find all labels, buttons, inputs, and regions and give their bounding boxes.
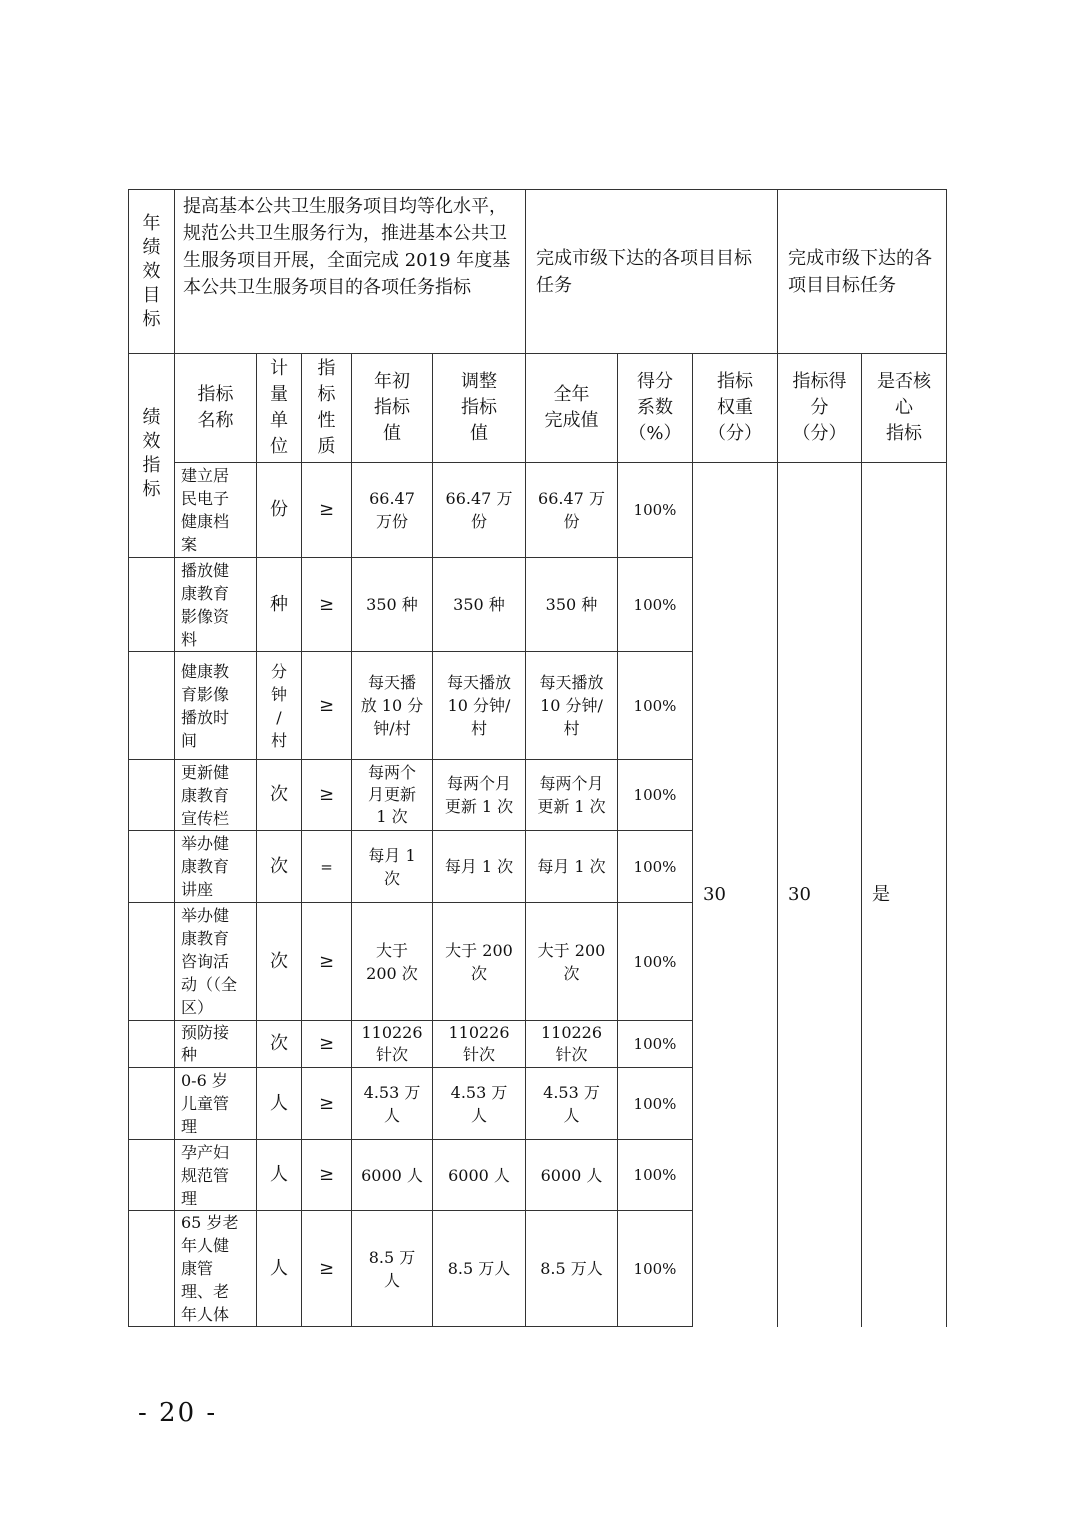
indicator-nature: ≥: [302, 558, 352, 652]
indicator-adjusted: 每两个月 更新 1 次: [433, 760, 526, 831]
indicator-initial: 8.5 万 人: [352, 1211, 433, 1327]
indicator-nature: ≥: [302, 760, 352, 831]
table-row: [129, 463, 947, 558]
indicator-completed: 每月 1 次: [526, 831, 618, 903]
header-initial: 年初 指标 值: [352, 354, 433, 463]
indicators-label-cont: [129, 652, 175, 760]
indicator-coef: 100%: [618, 1068, 693, 1140]
indicator-nature: ≥: [302, 463, 352, 558]
indicator-unit: 次: [257, 903, 302, 1021]
indicators-label-cont: [129, 760, 175, 831]
indicator-adjusted: 4.53 万 人: [433, 1068, 526, 1140]
indicator-coef: 100%: [618, 1021, 693, 1068]
indicator-adjusted: 8.5 万人: [433, 1211, 526, 1327]
indicator-name: 健康教 育影像 播放时 间: [175, 652, 257, 760]
indicator-initial: 6000 人: [352, 1140, 433, 1211]
annual-goal-text: 提高基本公共卫生服务项目均等化水平，规范公共卫生服务行为，推进基本公共卫生服务项目开展，全面完成 2019 年度基本公共卫生服务项目的各项任务指标: [175, 190, 526, 354]
annual-goal-city-target-2: 完成市级下达的各项目目标任务: [778, 190, 947, 354]
indicator-name: 65 岁老 年人健 康管 理、老 年人体: [175, 1211, 257, 1327]
header-weight: 指标 权重 （分）: [693, 354, 778, 463]
indicator-name: 预防接 种: [175, 1021, 257, 1068]
annual-goal-row: [129, 190, 947, 354]
indicator-initial: 每月 1 次: [352, 831, 433, 903]
indicator-unit: 份: [257, 463, 302, 558]
indicator-completed: 350 种: [526, 558, 618, 652]
header-row: [129, 354, 947, 463]
indicator-adjusted: 6000 人: [433, 1140, 526, 1211]
indicator-completed: 110226 针次: [526, 1021, 618, 1068]
indicators-label-cont: [129, 903, 175, 1021]
indicator-nature: ≥: [302, 1068, 352, 1140]
merged-weight: 30: [693, 463, 778, 1327]
indicators-label-cont: [129, 1140, 175, 1211]
indicator-initial: 4.53 万 人: [352, 1068, 433, 1140]
indicator-completed: 66.47 万 份: [526, 463, 618, 558]
indicator-adjusted: 66.47 万 份: [433, 463, 526, 558]
indicator-unit: 次: [257, 760, 302, 831]
indicator-name: 0-6 岁 儿童管 理: [175, 1068, 257, 1140]
indicators-label-cont: [129, 558, 175, 652]
indicator-completed: 大于 200 次: [526, 903, 618, 1021]
indicators-label-cont: [129, 1021, 175, 1068]
indicator-unit: 种: [257, 558, 302, 652]
indicator-initial: 110226 针次: [352, 1021, 433, 1068]
indicator-nature: ≥: [302, 652, 352, 760]
indicator-name: 更新健 康教育 宣传栏: [175, 760, 257, 831]
indicator-initial: 350 种: [352, 558, 433, 652]
indicator-adjusted: 每月 1 次: [433, 831, 526, 903]
header-score: 指标得 分 （分）: [778, 354, 862, 463]
indicator-coef: 100%: [618, 903, 693, 1021]
indicator-unit: 人: [257, 1140, 302, 1211]
indicator-nature: ≥: [302, 1021, 352, 1068]
indicator-coef: 100%: [618, 760, 693, 831]
indicator-adjusted: 大于 200 次: [433, 903, 526, 1021]
header-name: 指标 名称: [175, 354, 257, 463]
indicator-completed: 4.53 万 人: [526, 1068, 618, 1140]
indicator-coef: 100%: [618, 1211, 693, 1327]
indicator-name: 建立居 民电子 健康档 案: [175, 463, 257, 558]
indicator-unit: 人: [257, 1211, 302, 1327]
page-number: - 20 -: [138, 1398, 218, 1428]
header-nature: 指 标 性 质: [302, 354, 352, 463]
indicators-label-cont: [129, 1068, 175, 1140]
indicator-name: 孕产妇 规范管 理: [175, 1140, 257, 1211]
indicator-completed: 每天播放 10 分钟/ 村: [526, 652, 618, 760]
indicator-adjusted: 350 种: [433, 558, 526, 652]
indicator-coef: 100%: [618, 558, 693, 652]
indicator-completed: 6000 人: [526, 1140, 618, 1211]
indicator-coef: 100%: [618, 831, 693, 903]
indicator-unit: 次: [257, 1021, 302, 1068]
header-unit: 计 量 单 位: [257, 354, 302, 463]
header-adjusted: 调整 指标 值: [433, 354, 526, 463]
indicator-unit: 人: [257, 1068, 302, 1140]
header-core: 是否核 心 指标: [862, 354, 947, 463]
header-coef: 得分 系数 （%）: [618, 354, 693, 463]
indicator-nature: ≥: [302, 903, 352, 1021]
indicator-initial: 66.47 万份: [352, 463, 433, 558]
annual-goal-city-target-1: 完成市级下达的各项目目标任务: [526, 190, 778, 354]
indicator-coef: 100%: [618, 1140, 693, 1211]
indicator-completed: 8.5 万人: [526, 1211, 618, 1327]
indicator-adjusted: 每天播放 10 分钟/ 村: [433, 652, 526, 760]
merged-core: 是: [862, 463, 947, 1327]
indicators-label-cont: [129, 831, 175, 903]
indicator-nature: ≥: [302, 1211, 352, 1327]
indicator-initial: 每两个 月更新 1 次: [352, 760, 433, 831]
indicator-nature: ≥: [302, 1140, 352, 1211]
indicators-label-cont: [129, 1211, 175, 1327]
indicator-nature: =: [302, 831, 352, 903]
indicator-completed: 每两个月 更新 1 次: [526, 760, 618, 831]
indicator-adjusted: 110226 针次: [433, 1021, 526, 1068]
indicator-name: 举办健 康教育 讲座: [175, 831, 257, 903]
header-completed: 全年 完成值: [526, 354, 618, 463]
annual-goal-label: 年 绩 效 目 标: [129, 190, 175, 354]
indicator-unit: 分 钟 / 村: [257, 652, 302, 760]
performance-table: [128, 189, 947, 1327]
merged-score: 30: [778, 463, 862, 1327]
indicator-initial: 大于 200 次: [352, 903, 433, 1021]
indicator-initial: 每天播 放 10 分 钟/村: [352, 652, 433, 760]
indicator-unit: 次: [257, 831, 302, 903]
indicator-name: 举办健 康教育 咨询活 动（（全 区）: [175, 903, 257, 1021]
indicator-name: 播放健 康教育 影像资 料: [175, 558, 257, 652]
indicator-coef: 100%: [618, 652, 693, 760]
indicator-coef: 100%: [618, 463, 693, 558]
indicators-label: 绩 效 指 标: [129, 354, 175, 558]
